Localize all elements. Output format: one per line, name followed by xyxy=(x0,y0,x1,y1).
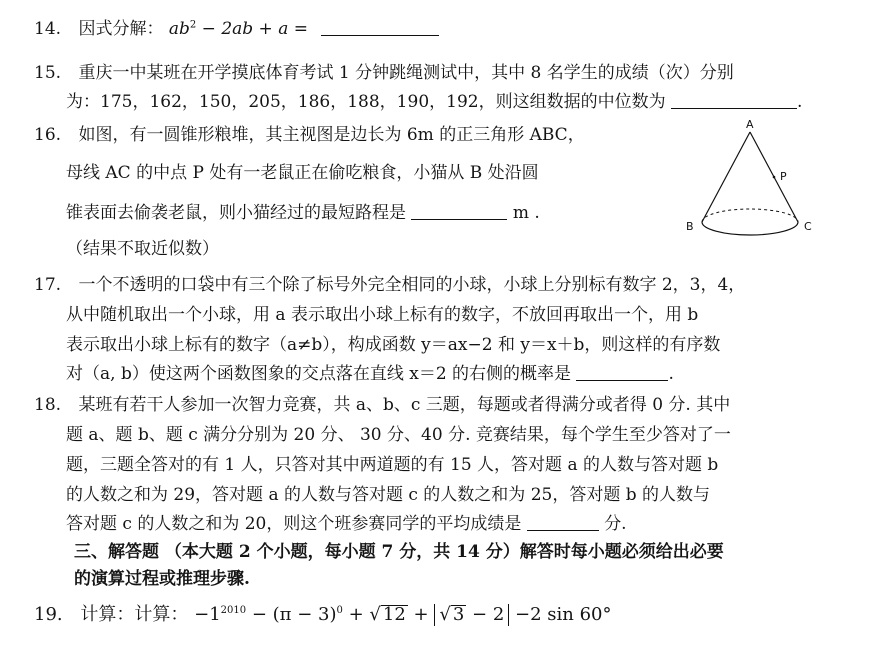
question-text: 锥表面去偷袭老鼠，则小猫经过的最短路程是 xyxy=(66,203,406,223)
question-17-line-1 xyxy=(34,274,745,296)
question-number: 17. xyxy=(34,275,62,295)
question-15-line-2 xyxy=(66,91,802,113)
period: . xyxy=(797,92,803,112)
expression-term: ab xyxy=(168,19,190,39)
question-number: 14. xyxy=(34,19,62,39)
question-text: 题，三题全答对的有 1 人，只答对其中两道题的有 15 人，答对题 a 的人数与答对题 b xyxy=(66,455,719,475)
unit: m . xyxy=(512,203,540,223)
question-number: 16. xyxy=(34,125,62,145)
question-17-line-3 xyxy=(66,334,720,356)
question-16-line-1 xyxy=(34,124,585,146)
section-title: 三、解答题 （本大题 2 个小题，每小题 7 分，共 14 分）解答时每小题必须给出必要 xyxy=(74,542,724,562)
question-text: 重庆一中某班在开学摸底体育考试 1 分钟跳绳测试中，其中 8 名学生的成绩（次）分别 xyxy=(78,63,734,83)
question-17-line-4 xyxy=(66,363,674,385)
question-text: 答对题 c 的人数之和为 20，则这个班参赛同学的平均成绩是 xyxy=(66,514,522,534)
question-text: 的人数之和为 29，答对题 a 的人数与答对题 c 的人数之和为 25，答对题 b 的人数与 xyxy=(66,485,711,505)
question-text: 某班有若干人参加一次智力竞赛，共 a、b、c 三题，每题或者得满分或者得 0 分. 其中 xyxy=(78,395,731,415)
label-b: B xyxy=(686,220,694,233)
question-16-line-3 xyxy=(66,202,540,224)
cone-base-front-arc xyxy=(702,222,798,235)
question-text: 一个不透明的口袋中有三个除了标号外完全相同的小球，小球上分别标有数字 2，3，4， xyxy=(78,275,746,295)
question-14 xyxy=(34,18,439,40)
question-18-line-1 xyxy=(34,394,730,416)
unit: 分. xyxy=(604,514,627,534)
question-text: 如图，有一圆锥形粮堆，其主视图是边长为 6m 的正三角形 ABC， xyxy=(78,125,585,145)
label-p: P xyxy=(780,170,787,183)
question-18-line-2 xyxy=(66,424,731,446)
section-heading xyxy=(74,541,724,563)
sqrt-radical: √ xyxy=(369,604,381,625)
question-text: 母线 AC 的中点 P 处有一老鼠正在偷吃粮食，小猫从 B 处沿圆 xyxy=(66,163,539,183)
question-number: 18. xyxy=(34,395,62,415)
question-15-line-1 xyxy=(34,62,734,84)
question-16-line-4 xyxy=(66,238,219,260)
exponent: 0 xyxy=(336,605,343,616)
label-a: A xyxy=(746,118,754,131)
question-text: 表示取出小球上标有的数字（a≠b），构成函数 y＝ax−2 和 y＝x＋b，则这样的有序数 xyxy=(66,335,721,355)
question-17-line-2 xyxy=(66,304,698,326)
question-text: 为：175，162，150，205，186，188，190，192，则这组数据的中位数为 xyxy=(66,92,666,112)
expression-rest: − 2ab + a = xyxy=(196,19,308,39)
absolute-value xyxy=(434,604,509,626)
period: . xyxy=(668,364,674,384)
plus-sign: + xyxy=(348,604,370,625)
question-prefix: 因式分解： xyxy=(78,19,164,39)
sqrt-radicand: 12 xyxy=(382,604,406,625)
sqrt-radicand: 3 xyxy=(452,604,465,625)
term-zero-power: − (π − 3) xyxy=(251,604,337,625)
answer-blank[interactable] xyxy=(321,19,439,36)
question-18-line-3 xyxy=(66,454,718,476)
question-prefix: 计算：计算： xyxy=(80,604,189,625)
question-number: 19. xyxy=(34,604,63,625)
exponent: 2010 xyxy=(220,605,247,616)
section-instruction: 的演算过程或推理步骤. xyxy=(74,569,250,589)
cone-base-back-arc xyxy=(702,209,798,222)
sine-term: −2 sin 60° xyxy=(515,604,612,625)
exponent: 2 xyxy=(189,19,197,31)
plus-sign: + xyxy=(413,604,435,625)
abs-rest: − 2 xyxy=(466,604,505,625)
question-note: （结果不取近似数） xyxy=(66,239,219,259)
section-heading-line-2 xyxy=(74,568,250,590)
point-p-marker xyxy=(773,176,776,179)
question-text: 从中随机取出一个小球，用 a 表示取出小球上标有的数字，不放回再取出一个，用 b xyxy=(66,305,699,325)
cone-side-ab xyxy=(702,132,750,222)
answer-blank[interactable] xyxy=(527,514,599,531)
label-c: C xyxy=(804,220,812,233)
answer-blank[interactable] xyxy=(671,92,797,109)
question-19 xyxy=(34,604,611,626)
question-number: 15. xyxy=(34,63,62,83)
question-16-line-2 xyxy=(66,162,539,184)
question-text: 对（a, b）使这两个函数图象的交点落在直线 x＝2 的右侧的概率是 xyxy=(66,364,572,384)
question-18-line-4 xyxy=(66,484,710,506)
answer-blank[interactable] xyxy=(411,203,507,220)
cone-diagram xyxy=(680,118,820,244)
answer-blank[interactable] xyxy=(576,364,668,381)
question-18-line-5 xyxy=(66,513,627,535)
sqrt-radical: √ xyxy=(439,604,451,625)
term-power: −1 xyxy=(194,604,221,625)
question-text: 题 a、题 b、题 c 满分分别为 20 分、 30 分、40 分. 竞赛结果，每个学生至少答对了一 xyxy=(66,425,731,445)
